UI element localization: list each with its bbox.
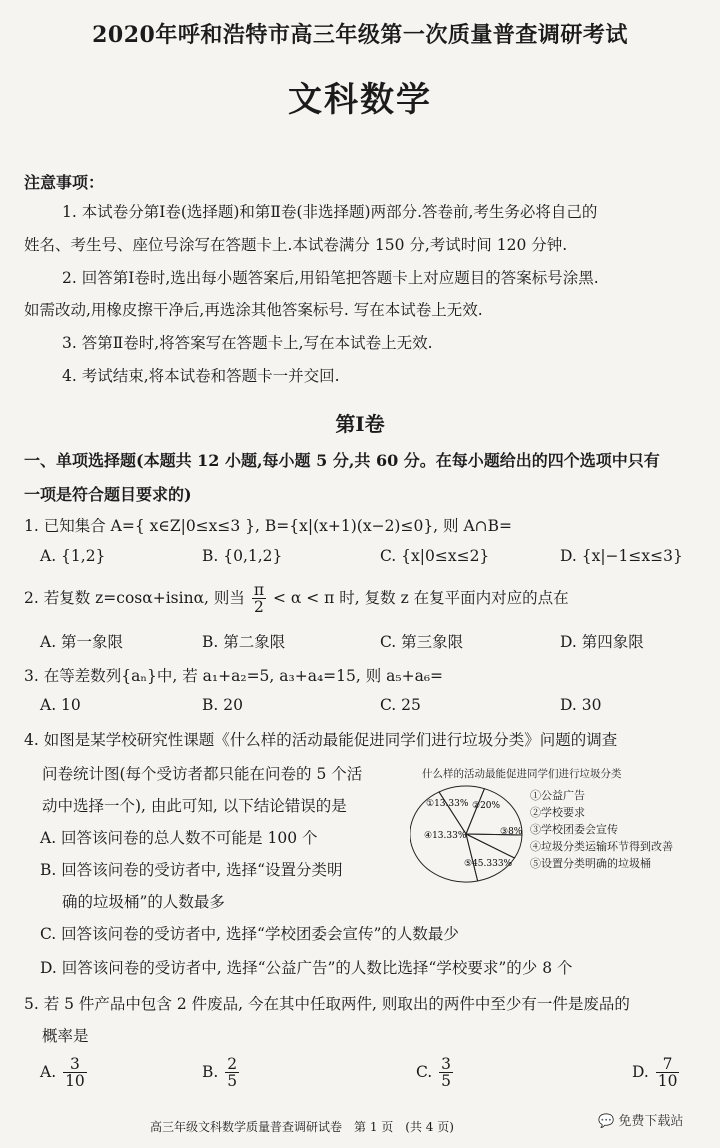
- q1-option-a: A. {1,2}: [40, 547, 106, 565]
- section-instruction: 一项是符合题目要求的): [24, 485, 192, 504]
- chart-title: 什么样的活动最能促进同学们进行垃圾分类: [422, 768, 622, 780]
- watermark: [598, 1110, 683, 1129]
- notice-line: 4. 考试结束,将本试卷和答题卡一并交回.: [62, 367, 340, 385]
- watermark-text: 免费下载站: [618, 1114, 684, 1129]
- question-1-stem: 1. 已知集合 A={ x∈Z|0≤x≤3 }, B={x|(x+1)(x−2)≤0}, 则 A∩B=: [24, 517, 513, 535]
- q5-option-c-den: 5: [441, 1072, 452, 1091]
- question-3-stem: 3. 在等差数列{aₙ}中, 若 a₁+a₂=5, a₃+a₄=15, 则 a₅+a₆=: [24, 667, 444, 685]
- q5-option-b: [202, 1056, 241, 1090]
- notice-line: 1. 本试卷分第Ⅰ卷(选择题)和第Ⅱ卷(非选择题)两部分.答卷前,考生务必将自己的: [62, 203, 598, 221]
- q4-option-a: A. 回答该问卷的总人数不可能是 100 个: [40, 829, 318, 847]
- q2-fraction: [252, 582, 266, 616]
- q3-option-d: D. 30: [560, 696, 602, 714]
- q5-option-b-den: 5: [227, 1072, 238, 1091]
- q2-option-b: B. 第二象限: [202, 633, 286, 651]
- notice-line: 如需改动,用橡皮擦干净后,再选涂其他答案标号. 写在本试卷上无效.: [24, 301, 483, 319]
- page-footer: 高三年级文科数学质量普查调研试卷 第 1 页 (共 4 页): [150, 1120, 454, 1134]
- section-title: 第Ⅰ卷: [335, 412, 385, 436]
- q5-option-a: [40, 1056, 89, 1090]
- notice-heading: 注意事项：: [24, 173, 105, 192]
- question-4-stem: 4. 如图是某学校研究性课题《什么样的活动最能促进同学们进行垃圾分类》问题的调查: [24, 731, 618, 749]
- question-2-stem: [24, 582, 569, 616]
- subject-title: 文科数学: [288, 80, 432, 120]
- q4-option-b: B. 回答该问卷的受访者中, 选择“设置分类明: [40, 861, 343, 879]
- q5-option-c-label: C.: [416, 1062, 433, 1081]
- notice-line: 2. 回答第Ⅰ卷时,选出每小题答案后,用铅笔把答题卡上对应题目的答案标号涂黑.: [62, 269, 599, 287]
- slice-label: ①13.33%: [426, 799, 469, 809]
- q3-option-b: B. 20: [202, 696, 243, 714]
- q5-option-a-den: 10: [65, 1072, 85, 1091]
- q2-option-d: D. 第四象限: [560, 633, 644, 651]
- q2-fraction-numerator: π: [253, 581, 265, 599]
- q5-option-d: [632, 1056, 681, 1090]
- q5-option-b-num: 2: [227, 1055, 238, 1073]
- legend-item: ①公益广告: [530, 789, 585, 802]
- q4-option-b-cont: 确的垃圾桶”的人数最多: [62, 893, 225, 911]
- q2-option-c: C. 第三象限: [380, 633, 464, 651]
- q2-stem-part-b: < α < π 时, 复数 z 在复平面内对应的点在: [272, 588, 569, 607]
- q3-option-c: C. 25: [380, 696, 421, 714]
- question-5-stem: 概率是: [42, 1027, 89, 1045]
- notice-line: 姓名、考生号、座位号涂写在答题卡上.本试卷满分 150 分,考试时间 120 分钟.: [24, 236, 568, 254]
- slice-label: ③8%: [500, 827, 523, 837]
- q5-option-d-num: 7: [656, 1056, 680, 1073]
- question-4-stem: 动中选择一个), 由此可知, 以下结论错误的是: [42, 797, 347, 815]
- legend-item: ③学校团委会宣传: [530, 823, 618, 836]
- q4-option-d: D. 回答该问卷的受访者中, 选择“公益广告”的人数比选择“学校要求”的少 8 个: [40, 959, 573, 977]
- q2-option-a: A. 第一象限: [40, 633, 124, 651]
- q2-stem-part-a: 2. 若复数 z=cosα+isinα, 则当: [24, 588, 245, 607]
- q1-option-d: D. {x|−1≤x≤3}: [560, 547, 683, 565]
- q1-option-b: B. {0,1,2}: [202, 547, 283, 565]
- q5-option-c-num: 3: [441, 1055, 452, 1073]
- q3-option-a: A. 10: [40, 696, 81, 714]
- q5-option-d-label: D.: [632, 1062, 649, 1081]
- q5-option-a-label: A.: [40, 1062, 57, 1081]
- legend-item: ②学校要求: [530, 806, 585, 819]
- pie-slice-4: [466, 834, 514, 881]
- question-5-stem: 5. 若 5 件产品中包含 2 件废品, 今在其中任取两件, 则取出的两件中至少有一件是废品的: [24, 995, 630, 1013]
- q5-option-d-den: 10: [657, 1072, 678, 1091]
- notice-line: 3. 答第Ⅱ卷时,将答案写在答题卡上,写在本试卷上无效.: [62, 334, 433, 352]
- question-4-stem: 问卷统计图(每个受访者都只能在问卷的 5 个活: [42, 765, 363, 783]
- legend-item: ④垃圾分类运输环节得到改善: [530, 840, 673, 853]
- section-instruction: 一、单项选择题(本题共 12 小题,每小题 5 分,共 60 分。在每小题给出的四个选项中只有: [24, 451, 660, 470]
- chat-bubble-icon: 💬: [598, 1114, 615, 1129]
- q2-fraction-denominator: 2: [253, 598, 264, 617]
- q5-option-c: [416, 1056, 455, 1090]
- slice-label: ④13.33%: [424, 831, 467, 841]
- q5-option-a-num: 3: [63, 1056, 87, 1073]
- q4-option-c: C. 回答该问卷的受访者中, 选择“学校团委会宣传”的人数最少: [40, 925, 459, 943]
- q1-option-c: C. {x|0≤x≤2}: [380, 547, 490, 565]
- q5-option-b-label: B.: [202, 1062, 219, 1081]
- slice-label: ⑤45.333%: [464, 859, 513, 869]
- legend-item: ⑤设置分类明确的垃圾桶: [530, 857, 651, 870]
- slice-label: ②20%: [472, 801, 501, 811]
- exam-title: 2020年呼和浩特市高三年级第一次质量普查调研考试: [92, 22, 628, 48]
